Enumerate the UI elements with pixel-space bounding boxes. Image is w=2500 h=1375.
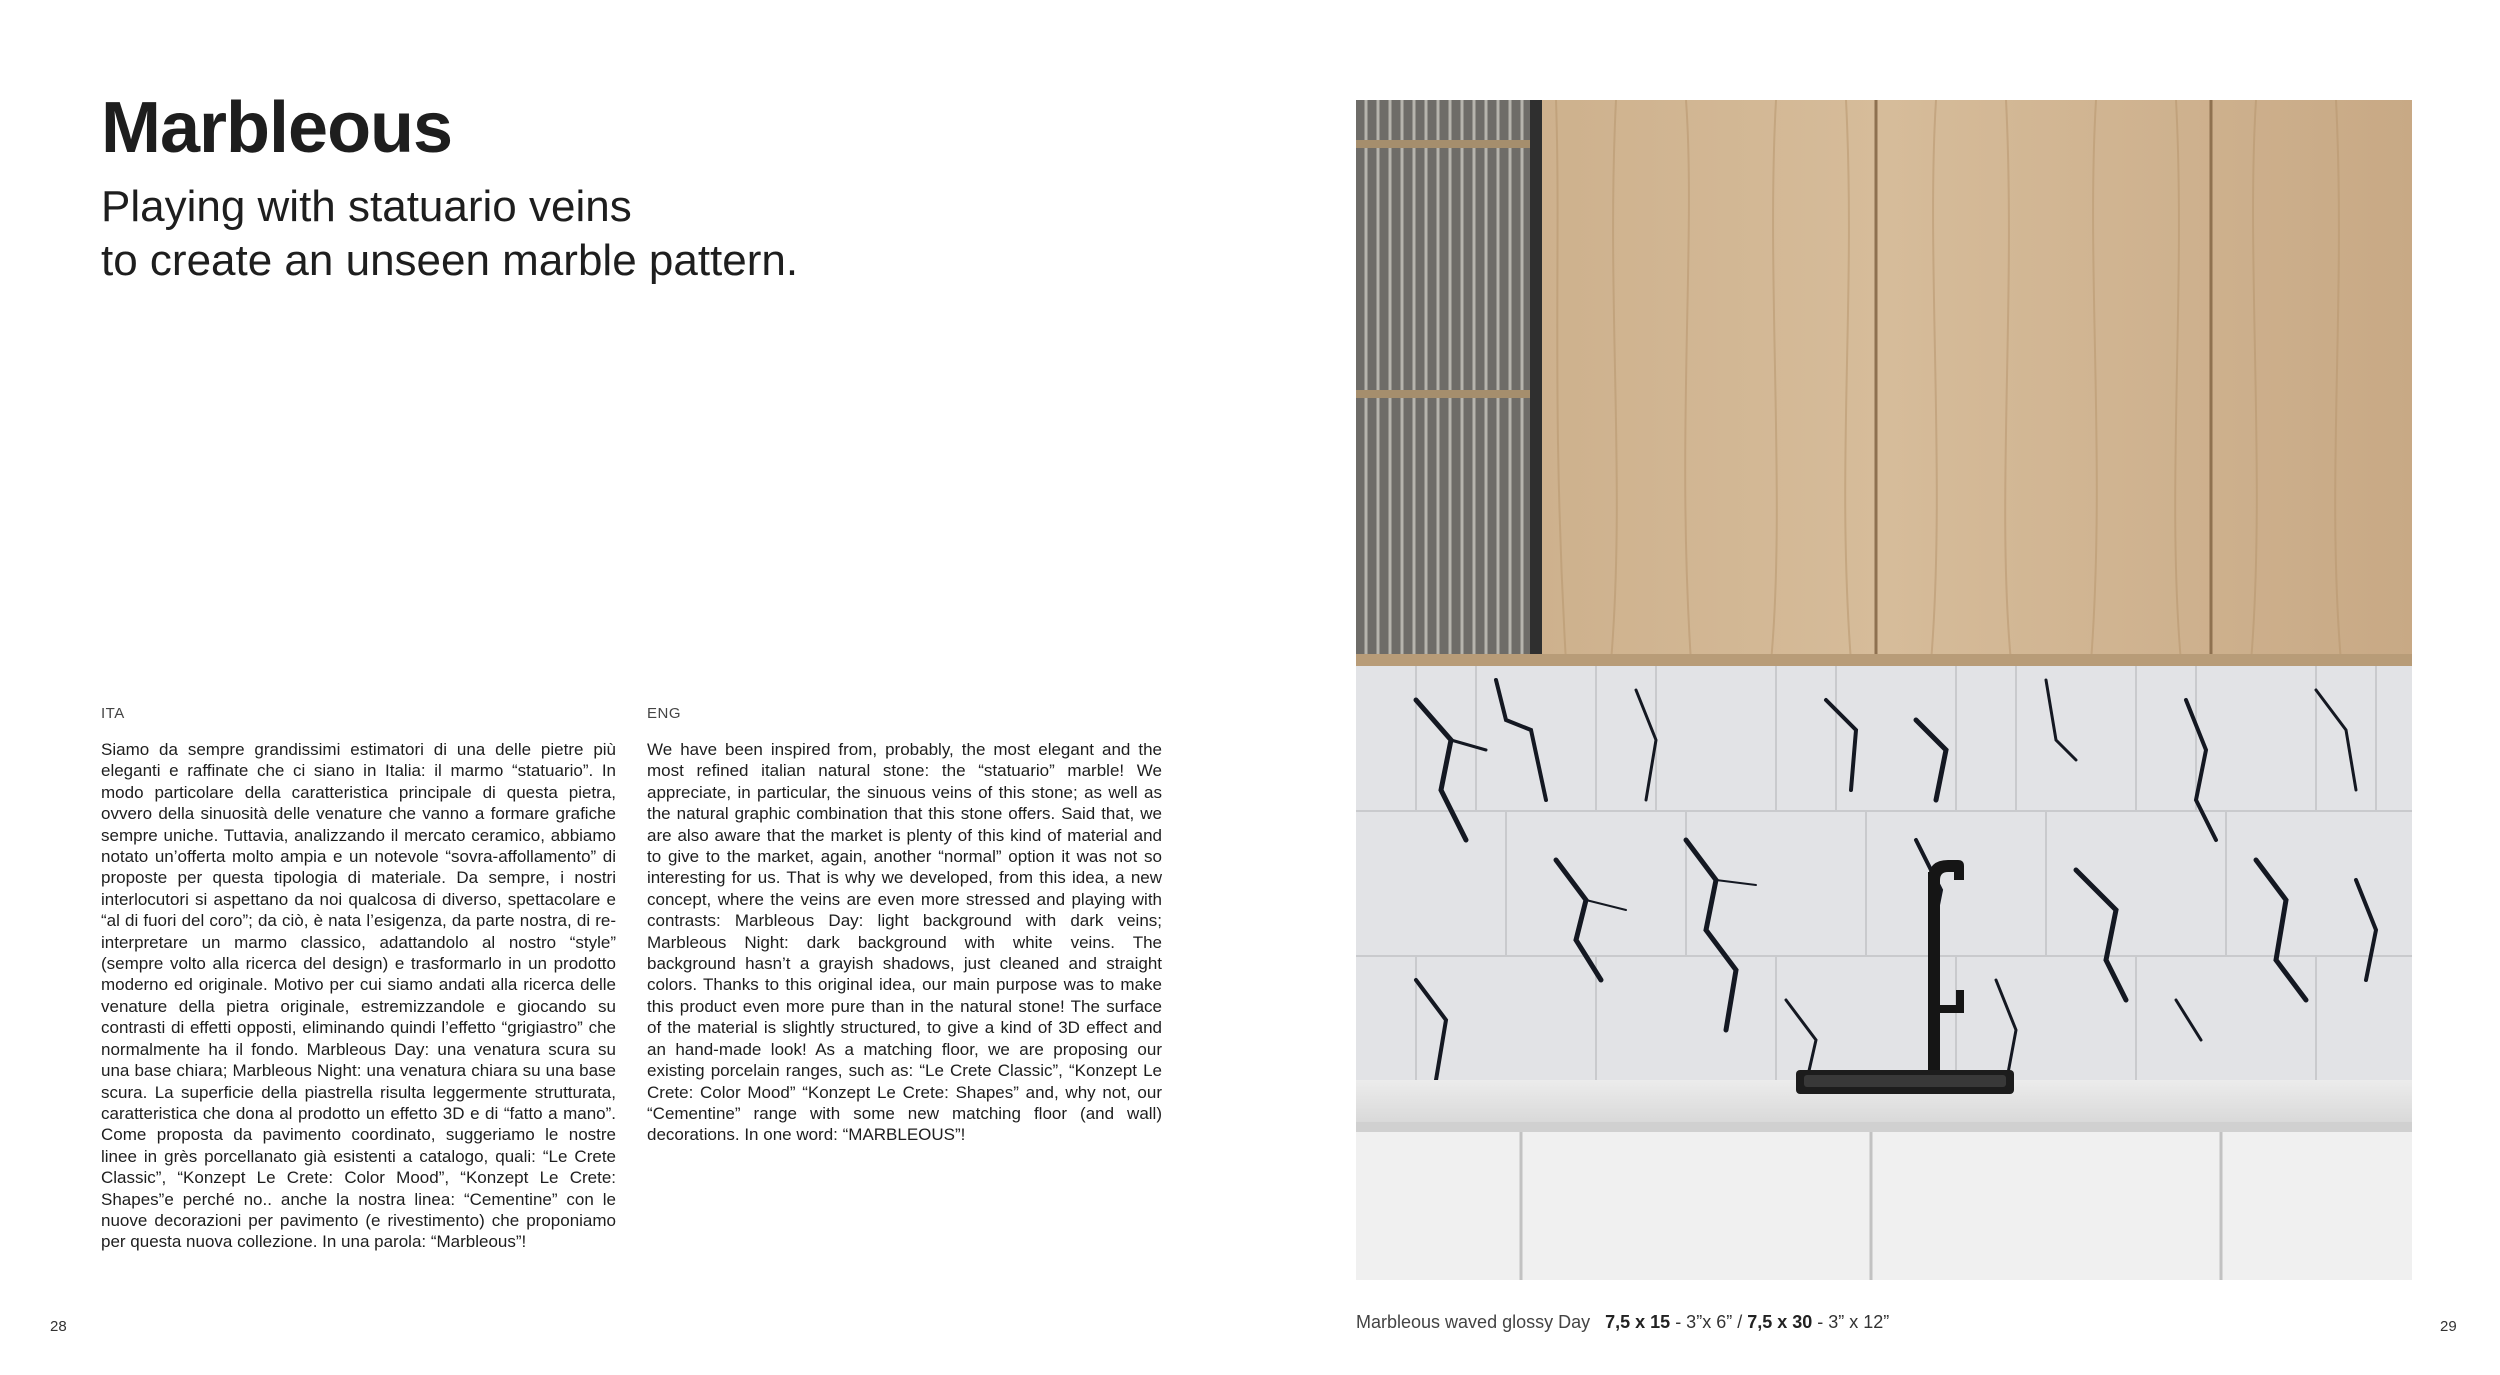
page-number-right: 29: [2440, 1318, 2457, 1335]
caption-dimensions: [1605, 1312, 1889, 1332]
caption-size-2: 7,5 x 30: [1747, 1312, 1813, 1332]
caption-size-2-inches: - 3” x 12”: [1812, 1312, 1890, 1332]
ita-label: ITA: [101, 705, 125, 722]
caption-size-1-inches: - 3”x 6” /: [1670, 1312, 1748, 1332]
caption-size-1: 7,5 x 15: [1605, 1312, 1671, 1332]
ita-body-text: Siamo da sempre grandissimi estimatori di una delle pietre più eleganti e raffinate che ci siano in Italia: il marmo “statuario”. In modo particolare della caratteristica principale di questa pietra, ovvero della sinuosità delle venature che vanno a formare grafiche sempre uniche. Tuttavia, analizzando il mercato ceramico, abbiamo notato un’offerta molto ampia e un notevole “sovra-affollamento” di proposte per questa tipologia di materiale. Da sempre, i nostri interlocutori si aspettano da noi qualcosa di diverso, spettacolare e “al di fuori del coro”; da ciò, è nata l’esigenza, da parte nostra, di re-interpretare un marmo classico, adattandolo al nostro “style” (sempre volto alla ricerca del design) e trasformarlo in un prodotto moderno ed originale. Motivo per cui siamo andati alla ricerca delle venature della pietra originale, estremizzandole e giocando su contrasti di effetti opposti, eliminando quindi l’effetto “grigiastro” che normalmente ha il fondo. Marbleous Day: una venatura scura su una base chiara; Marbleous Night: una venatura chiara su una base scura. La superficie della piastrella risulta leggermente strutturata, caratteristica che dona al prodotto un effetto 3D e di “fatto a mano”. Come proposta da pavimento coordinato, suggeriamo le nostre linee in grès porcellanato già esistenti a catalogo, quali: “Le Crete Classic”, “Konzept Le Crete: Color Mood”, “Konzept Le Crete: Shapes”e perché no.. anche la nostra linea: “Cementine” con le nuove decorazioni per pavimento (e rivestimento) che proponiamo per questa nuova collezione. In una parola: “Marbleous”!: [101, 740, 616, 1252]
eng-label: ENG: [647, 705, 682, 722]
page-number-left: 28: [50, 1318, 67, 1335]
caption-product-name: Marbleous waved glossy Day: [1356, 1312, 1591, 1332]
eng-body-text: We have been inspired from, probably, the most elegant and the most refined italian natural stone: the “statuario” marble! We appreciate, in particular, the sinuous veins of this stone; as well as the natural graphic combination that this stone offers. Said that, we are also aware that the market is plenty of this kind of material and to give to the market, again, another “normal” option it was not so interesting for us. That is why we developed, from this idea, a new concept, where the veins are even more stressed and playing with contrasts: Marbleous Day: light background with dark veins; Marbleous Night: dark background with white veins. The background hasn’t a grayish shadows, just cleaned and straight colors. Thanks to this original idea, our main purpose was to make this product even more pure than in the natural stone! The surface of the material is slightly structured, to give a kind of 3D effect and an hand-made look! As a matching floor, we are proposing our existing porcelain ranges, such as: “Le Crete Classic”, “Konzept Le Crete: Color Mood” “Konzept Le Crete: Shapes” and, why not, our “Cementine” range with some new matching floor (and wall) decorations. In one word: “MARBLEOUS”!: [647, 740, 1162, 1145]
page-title: Marbleous: [101, 88, 453, 168]
subtitle-line-2: to create an unseen marble pattern.: [101, 236, 799, 285]
kitchen-photo: [1356, 100, 2412, 1280]
subtitle-line-1: Playing with statuario veins: [101, 182, 632, 231]
page-subtitle: [101, 180, 798, 288]
photo-caption: [1356, 1312, 1889, 1333]
